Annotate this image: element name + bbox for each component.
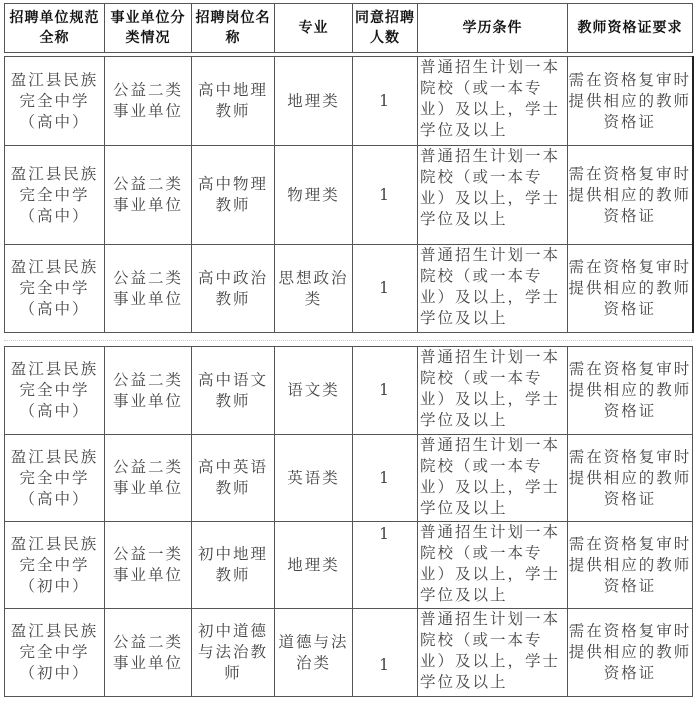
cell-position: 高中地理教师 [192, 57, 275, 146]
cell-position: 高中物理教师 [192, 146, 275, 245]
page-break-divider [4, 340, 692, 341]
cell-count: 1 [353, 347, 418, 435]
cell-count: 1 [353, 57, 418, 146]
cell-certificate: 需在资格复审时提供相应的教师资格证 [568, 245, 693, 333]
table-row [5, 347, 693, 435]
recruitment-table-top [4, 3, 694, 333]
header-category: 事业单位分类情况 [105, 4, 192, 53]
cell-count: 1 [353, 146, 418, 245]
cell-category: 公益二类事业单位 [105, 609, 192, 697]
cell-count: 1 [353, 522, 418, 609]
cell-category: 公益二类事业单位 [105, 435, 192, 522]
table-row [5, 435, 693, 522]
cell-unit: 盈江县民族完全中学（高中） [5, 57, 105, 146]
cell-category: 公益二类事业单位 [105, 245, 192, 333]
cell-education: 普通招生计划一本院校（或一本专业）及以上，学士学位及以上 [418, 146, 568, 245]
cell-major: 英语类 [275, 435, 353, 522]
table-row [5, 609, 693, 697]
cell-category: 公益二类事业单位 [105, 146, 192, 245]
recruitment-table-bottom [4, 346, 693, 697]
cell-education: 普通招生计划一本院校（或一本专业）及以上，学士学位及以上 [418, 609, 568, 697]
cell-position: 高中英语教师 [192, 435, 275, 522]
table-row [5, 522, 693, 609]
header-education: 学历条件 [418, 4, 568, 53]
cell-major: 地理类 [275, 57, 353, 146]
cell-certificate: 需在资格复审时提供相应的教师资格证 [568, 347, 693, 435]
header-major: 专业 [275, 4, 353, 53]
cell-count: 1 [353, 609, 418, 697]
cell-count: 1 [353, 435, 418, 522]
cell-certificate: 需在资格复审时提供相应的教师资格证 [568, 57, 693, 146]
table-row [5, 146, 693, 245]
cell-unit: 盈江县民族完全中学（高中） [5, 347, 105, 435]
header-unit: 招聘单位规范全称 [5, 4, 105, 53]
table-header-row [5, 4, 693, 53]
cell-unit: 盈江县民族完全中学（高中） [5, 146, 105, 245]
cell-unit: 盈江县民族完全中学（初中） [5, 522, 105, 609]
cell-certificate: 需在资格复审时提供相应的教师资格证 [568, 522, 693, 609]
header-certificate: 教师资格证要求 [568, 4, 693, 53]
cell-major: 思想政治类 [275, 245, 353, 333]
cell-major: 物理类 [275, 146, 353, 245]
cell-certificate: 需在资格复审时提供相应的教师资格证 [568, 146, 693, 245]
header-position: 招聘岗位名称 [192, 4, 275, 53]
cell-unit: 盈江县民族完全中学（高中） [5, 435, 105, 522]
header-count: 同意招聘人数 [353, 4, 418, 53]
cell-category: 公益一类事业单位 [105, 522, 192, 609]
cell-position: 高中政治教师 [192, 245, 275, 333]
table-row [5, 245, 693, 333]
cell-major: 语文类 [275, 347, 353, 435]
cell-major: 地理类 [275, 522, 353, 609]
cell-major: 道德与法治类 [275, 609, 353, 697]
cell-education: 普通招生计划一本院校（或一本专业）及以上，学士学位及以上 [418, 347, 568, 435]
cell-certificate: 需在资格复审时提供相应的教师资格证 [568, 435, 693, 522]
cell-certificate: 需在资格复审时提供相应的教师资格证 [568, 609, 693, 697]
table-row [5, 57, 693, 146]
cell-position: 初中地理教师 [192, 522, 275, 609]
cell-education: 普通招生计划一本院校（或一本专业）及以上，学士学位及以上 [418, 522, 568, 609]
cell-education: 普通招生计划一本院校（或一本专业）及以上，学士学位及以上 [418, 435, 568, 522]
cell-education: 普通招生计划一本院校（或一本专业）及以上，学士学位及以上 [418, 57, 568, 146]
cell-category: 公益二类事业单位 [105, 347, 192, 435]
cell-position: 初中道德与法治教师 [192, 609, 275, 697]
cell-unit: 盈江县民族完全中学（初中） [5, 609, 105, 697]
cell-count: 1 [353, 245, 418, 333]
cell-education: 普通招生计划一本院校（或一本专业）及以上，学士学位及以上 [418, 245, 568, 333]
cell-position: 高中语文教师 [192, 347, 275, 435]
cell-category: 公益二类事业单位 [105, 57, 192, 146]
cell-unit: 盈江县民族完全中学（高中） [5, 245, 105, 333]
